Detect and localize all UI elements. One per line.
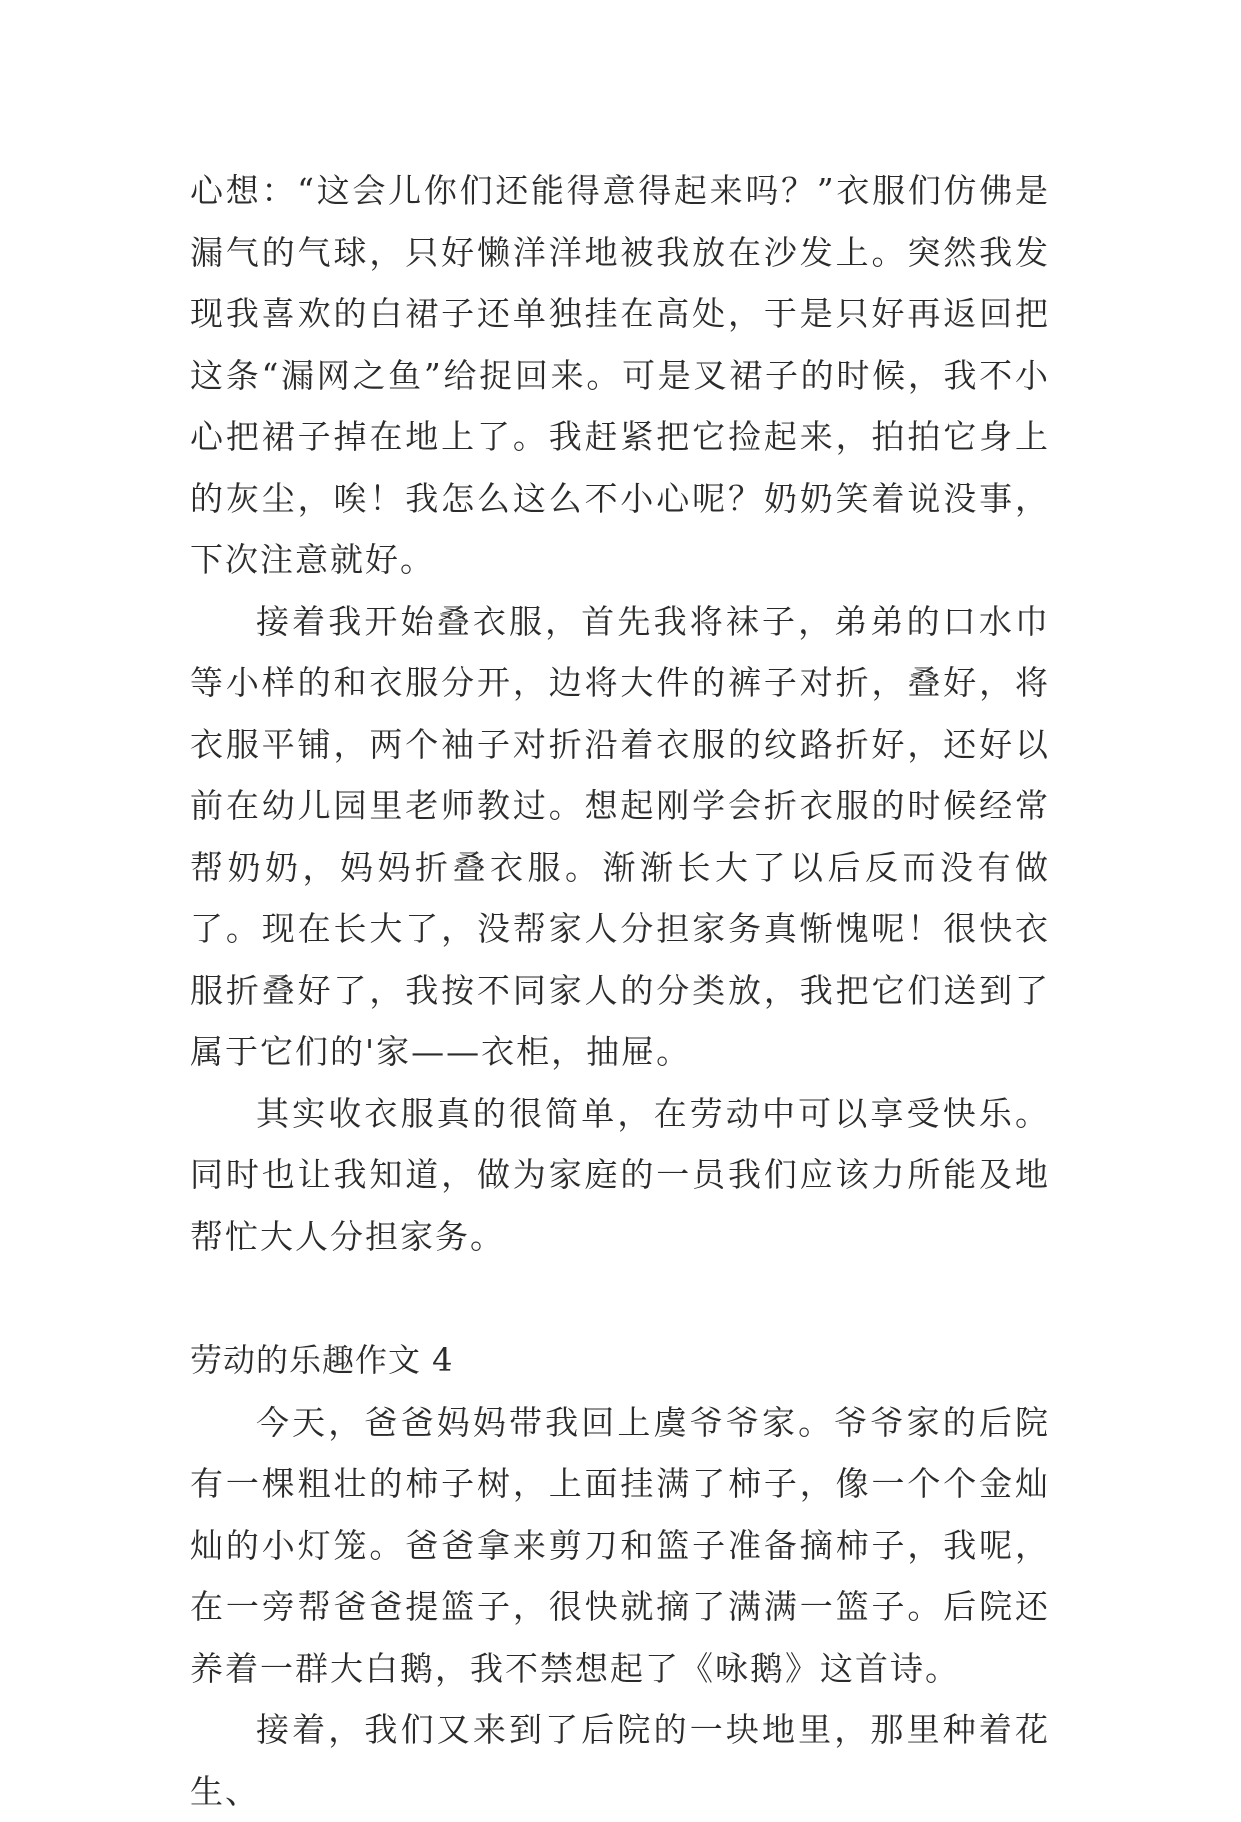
section-gap bbox=[190, 1267, 1050, 1330]
paragraph-2: 接着我开始叠衣服，首先我将袜子，弟弟的口水巾等小样的和衣服分开，边将大件的裤子对折，叠好，将衣服平铺，两个袖子对折沿着衣服的纹路折好，还好以前在幼儿园里老师教过。想起刚学会折衣服的时候经常帮奶奶，妈妈折叠衣服。渐渐长大了以后反而没有做了。现在长大了，没帮家人分担家务真惭愧呢！很快衣服折叠好了，我按不同家人的分类放，我把它们送到了属于它们的'家——衣柜，抽屉。 bbox=[190, 601, 1050, 1071]
document-body bbox=[190, 160, 1050, 1822]
section-heading: 劳动的乐趣作文 4 bbox=[190, 1341, 454, 1379]
paragraph-5: 接着，我们又来到了后院的一块地里，那里种着花生、 bbox=[190, 1710, 1050, 1811]
paragraph-1: 心想：“这会儿你们还能得意得起来吗？”衣服们仿佛是漏气的气球，只好懒洋洋地被我放在沙发上。突然我发现我喜欢的白裙子还单独挂在高处，于是只好再返回把这条“漏网之鱼”给捉回来。可是叉裙子的时候，我不小心把裙子掉在地上了。我赶紧把它捡起来，拍拍它身上的灰尘，唉！我怎么这么不小心呢？奶奶笑着说没事，下次注意就好。 bbox=[190, 171, 1050, 579]
paragraph-3: 其实收衣服真的很简单，在劳动中可以享受快乐。同时也让我知道，做为家庭的一员我们应该力所能及地帮忙大人分担家务。 bbox=[190, 1093, 1050, 1256]
paragraph-4: 今天，爸爸妈妈带我回上虞爷爷家。爷爷家的后院有一棵粗壮的柿子树，上面挂满了柿子，像一个个金灿灿的小灯笼。爸爸拿来剪刀和篮子准备摘柿子，我呢，在一旁帮爸爸提篮子，很快就摘了满满一篮子。后院还养着一群大白鹅，我不禁想起了《咏鹅》这首诗。 bbox=[190, 1402, 1050, 1688]
